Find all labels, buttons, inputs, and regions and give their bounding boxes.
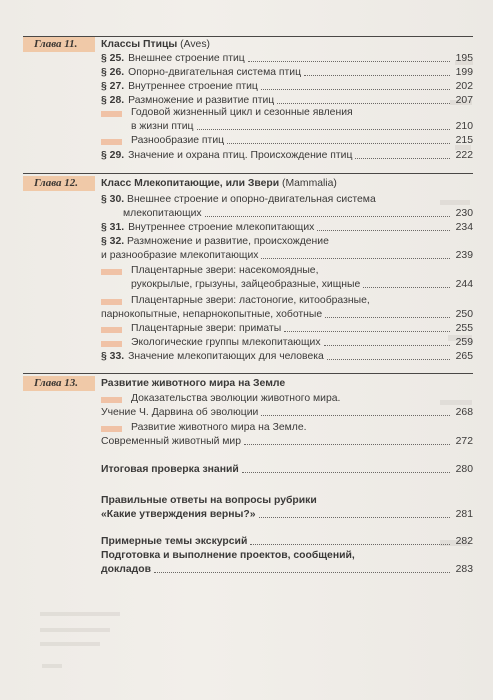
toc-entry-32[interactable] — [101, 249, 473, 262]
toc-entry-final-check[interactable] — [101, 463, 473, 476]
toc-entry-evolution-evidence[interactable] — [101, 406, 473, 419]
supplement-marker — [101, 327, 122, 333]
toc-entry-26[interactable] — [101, 66, 473, 79]
entry-title: млекопитающих — [123, 208, 202, 219]
page-number: 244 — [455, 279, 473, 290]
chapter-rule — [23, 173, 473, 174]
supplement-marker — [101, 111, 122, 117]
page-number: 280 — [455, 464, 473, 475]
leader-dots — [304, 75, 450, 76]
leader-dots — [284, 331, 450, 332]
toc-entry-excursions[interactable] — [101, 535, 473, 548]
page-number: 207 — [455, 95, 473, 106]
chapter-13-title — [101, 376, 285, 391]
chapter-12-label-text: Глава 12. — [34, 177, 79, 189]
entry-title: Значение и охрана птиц. Происхождение птиц — [128, 150, 353, 161]
page-number: 255 — [455, 323, 473, 334]
toc-entry-25[interactable] — [101, 52, 473, 65]
entry-title: Экологические группы млекопитающих — [131, 337, 321, 348]
leader-dots — [227, 143, 450, 144]
supplement-marker — [101, 397, 122, 403]
toc-entry-annual-cycle[interactable] — [131, 120, 473, 133]
supplement-marker — [101, 299, 122, 305]
toc-entry-answers[interactable] — [101, 508, 473, 521]
entry-title: Внешнее строение и опорно-двигательная система — [127, 194, 376, 205]
entry-title: Внутреннее строение млекопитающих — [128, 222, 315, 233]
projects-title[interactable]: Подготовка и выполнение проектов, сообщений, — [101, 550, 355, 561]
page-number: 272 — [455, 436, 473, 447]
toc-entry-bird-diversity[interactable] — [131, 134, 473, 147]
chapter-13-label-text: Глава 13. — [34, 377, 79, 389]
entry-title: Примерные темы экскурсий — [101, 536, 248, 547]
section-number: § 26. — [101, 67, 125, 78]
section-number: § 32. — [101, 236, 125, 247]
page-number: 239 — [455, 250, 473, 261]
chapter-11-title-text: Классы Птицы — [101, 39, 178, 50]
toc-entry-32-line1[interactable] — [101, 235, 329, 248]
entry-title: Разнообразие птиц — [131, 135, 225, 146]
entry-title: Значение млекопитающих для человека — [128, 351, 324, 362]
toc-entry-projects[interactable] — [101, 563, 473, 576]
entry-title: Итоговая проверка знаний — [101, 464, 239, 475]
toc-entry-placental-2[interactable] — [101, 308, 473, 321]
supplement-marker — [101, 426, 122, 432]
toc-entry-31[interactable] — [101, 221, 473, 234]
toc-entry-30-line1[interactable] — [101, 193, 376, 206]
supplement-marker — [101, 139, 122, 145]
section-number: § 28. — [101, 95, 125, 106]
leader-dots — [244, 444, 450, 445]
entry-title: докладов — [101, 564, 151, 575]
leader-dots — [261, 89, 450, 90]
leader-dots — [277, 103, 450, 104]
section-number: § 29. — [101, 150, 125, 161]
page-number: 283 — [455, 564, 473, 575]
section-number: § 31. — [101, 222, 125, 233]
page-number: 234 — [455, 222, 473, 233]
leader-dots — [363, 287, 450, 288]
entry-title: Современный животный мир — [101, 436, 242, 447]
leader-dots — [205, 216, 450, 217]
toc-entry-30[interactable] — [123, 207, 473, 220]
page-number: 265 — [455, 351, 473, 362]
toc-entry-placental-1[interactable] — [131, 278, 473, 291]
chapter-11-title — [101, 37, 210, 52]
page-number: 250 — [455, 309, 473, 320]
entry-title: Внутреннее строение птиц — [128, 81, 258, 92]
toc-entry-33[interactable] — [101, 350, 473, 363]
toc-entry-29[interactable] — [101, 149, 473, 162]
entry-title: Учение Ч. Дарвина об эволюции — [101, 407, 259, 418]
entry-title: Опорно-двигательная система птиц — [128, 67, 302, 78]
entry-title: Внешнее строение птиц — [128, 53, 245, 64]
entry-title: и разнообразие млекопитающих — [101, 250, 259, 261]
toc-entry-modern-fauna[interactable] — [101, 435, 473, 448]
page-number: 199 — [455, 67, 473, 78]
entry-title: в жизни птиц — [131, 121, 194, 132]
leader-dots — [317, 230, 450, 231]
entry-title: Размножение и развитие, происхождение — [127, 236, 329, 247]
entry-title: Размножение и развитие птиц — [128, 95, 275, 106]
chapter-13-title-text: Развитие животного мира на Земле — [101, 378, 286, 389]
leader-dots — [355, 158, 450, 159]
leader-dots — [325, 317, 450, 318]
chapter-13-label — [23, 376, 95, 391]
entry-title: Плацентарные звери: приматы — [131, 323, 282, 334]
entry-title: рукокрылые, грызуны, зайцеобразные, хищные — [131, 279, 361, 290]
entry-title: «Какие утверждения верны?» — [101, 509, 256, 520]
leader-dots — [327, 359, 450, 360]
answers-title[interactable]: Правильные ответы на вопросы рубрики — [101, 495, 317, 506]
leader-dots — [197, 129, 451, 130]
page-number: 268 — [455, 407, 473, 418]
leader-dots — [324, 345, 450, 346]
supplement-title[interactable]: Плацентарные звери: ластоногие, китообразные, — [131, 295, 370, 306]
leader-dots — [259, 517, 450, 518]
leader-dots — [261, 258, 450, 259]
page-number: 259 — [455, 337, 473, 348]
supplement-title[interactable]: Годовой жизненный цикл и сезонные явления — [131, 107, 353, 118]
supplement-title[interactable]: Развитие животного мира на Земле. — [131, 422, 307, 433]
toc-entry-primates[interactable] — [131, 322, 473, 335]
page-number: 215 — [455, 135, 473, 146]
page-number: 210 — [455, 121, 473, 132]
chapter-11-label — [23, 37, 95, 52]
page-number: 222 — [455, 150, 473, 161]
toc-entry-ecological-groups[interactable] — [131, 336, 473, 349]
supplement-marker — [101, 341, 122, 347]
page-number: 230 — [455, 208, 473, 219]
supplement-title[interactable]: Доказательства эволюции животного мира. — [131, 393, 341, 404]
chapter-12-label — [23, 176, 95, 191]
leader-dots — [250, 544, 450, 545]
leader-dots — [242, 472, 450, 473]
leader-dots — [248, 61, 450, 62]
chapter-11-latin: (Aves) — [180, 39, 210, 50]
chapter-rule — [23, 373, 473, 374]
chapter-11-label-text: Глава 11. — [34, 38, 78, 50]
page-number: 281 — [455, 509, 473, 520]
section-number: § 30. — [101, 194, 125, 205]
toc-entry-27[interactable] — [101, 80, 473, 93]
section-number: § 33. — [101, 351, 125, 362]
section-number: § 27. — [101, 81, 125, 92]
supplement-title[interactable]: Плацентарные звери: насекомоядные, — [131, 265, 319, 276]
chapter-12-latin: (Mammalia) — [282, 178, 337, 189]
leader-dots — [154, 572, 450, 573]
entry-title: парнокопытные, непарнокопытные, хоботные — [101, 309, 323, 320]
supplement-marker — [101, 269, 122, 275]
page-number: 195 — [455, 53, 473, 64]
chapter-12-title-text: Класс Млекопитающие, или Звери — [101, 178, 280, 189]
chapter-12-title — [101, 176, 337, 191]
leader-dots — [261, 415, 450, 416]
section-number: § 25. — [101, 53, 125, 64]
page-number: 202 — [455, 81, 473, 92]
page-number: 282 — [455, 536, 473, 547]
